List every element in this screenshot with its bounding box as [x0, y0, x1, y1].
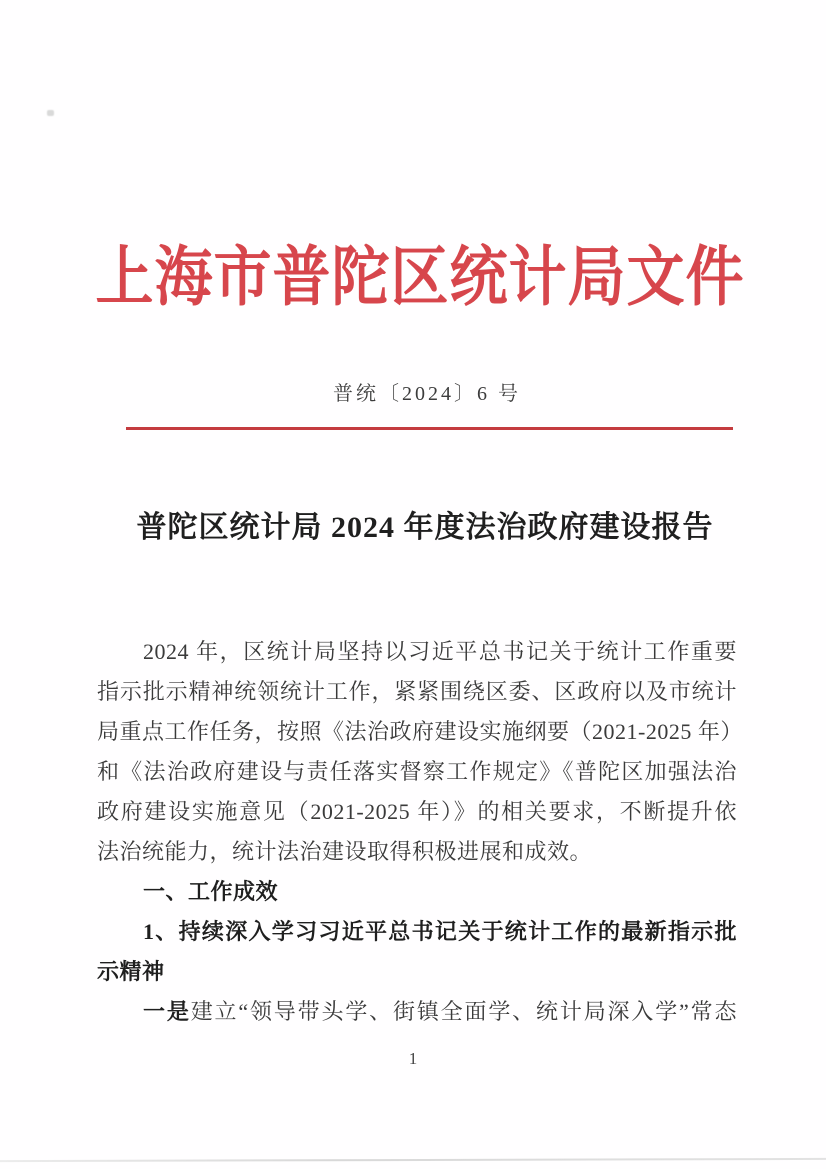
paragraph-line: 2024 年，区统计局坚持以习近平总书记关于统计工作重要 — [143, 639, 737, 664]
paragraph-line: 指示批示精神统领统计工作，紧紧围绕区委、区政府以及市统计 — [97, 679, 737, 704]
document-title: 普陀区统计局 2024 年度法治政府建设报告 — [136, 511, 714, 544]
page-bottom-edge — [0, 1158, 826, 1162]
section-heading: 一、工作成效 — [143, 879, 279, 904]
document-number: 普统〔2024〕6 号 — [333, 383, 521, 405]
document-body — [97, 632, 743, 1032]
subsection-heading-line: 1、持续深入学习习近平总书记关于统计工作的最新指示批 — [143, 919, 737, 944]
paragraph-line: 和《法治政府建设与责任落实督察工作规定》《普陀区加强法治 — [97, 759, 737, 784]
paragraph-line: 法治统能力，统计法治建设取得积极进展和成效。 — [97, 839, 593, 864]
scan-artifact — [47, 110, 54, 116]
page-number: 1 — [408, 1049, 418, 1068]
red-divider-line — [126, 427, 733, 430]
item-text: 建立“领导带头学、街镇全面学、统计局深入学”常态 — [190, 999, 737, 1024]
subsection-heading-line: 示精神 — [97, 959, 165, 984]
agency-letterhead: 上海市普陀区统计局文件 — [95, 240, 745, 314]
paragraph-line: 政府建设实施意见（2021-2025 年）》的相关要求，不断提升依 — [97, 799, 737, 824]
item-line — [97, 992, 737, 1032]
item-lead: 一是 — [143, 999, 191, 1024]
paragraph-line: 局重点工作任务，按照《法治政府建设实施纲要（2021-2025 年） — [97, 719, 743, 744]
